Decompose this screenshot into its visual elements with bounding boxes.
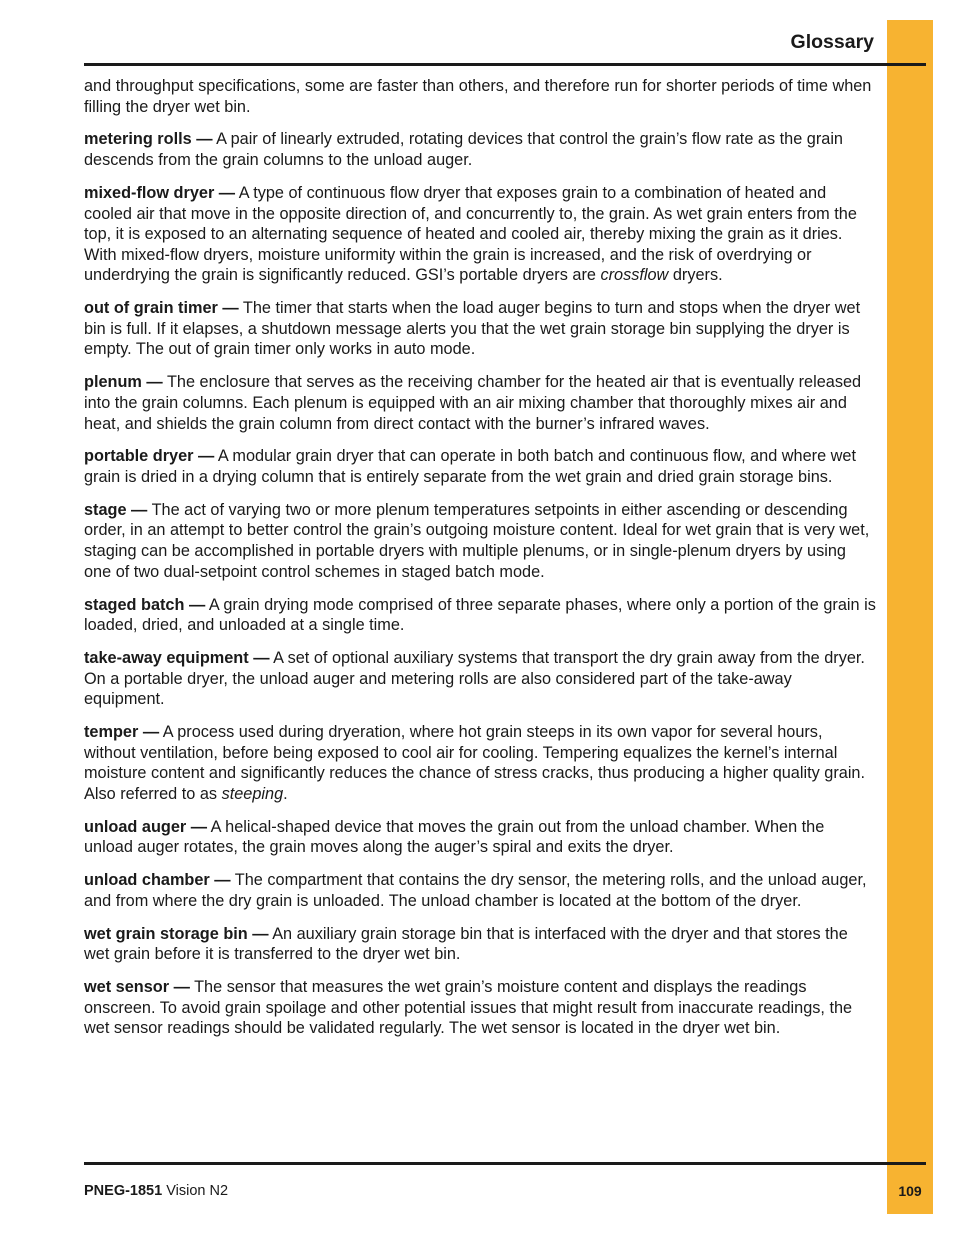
document-code: PNEG-1851	[84, 1183, 163, 1199]
glossary-entry	[84, 595, 876, 636]
glossary-term: metering rolls —	[84, 130, 213, 149]
glossary-term: take-away equipment —	[84, 649, 270, 668]
glossary-term: plenum —	[84, 373, 163, 392]
glossary-entry	[84, 924, 876, 965]
glossary-content	[84, 76, 876, 1051]
glossary-definition: A modular grain dryer that can operate in both batch and continuous flow, and where wet grain is dried in a drying column that is entirely separate from the wet grain and dried grain storage bins.	[84, 447, 857, 486]
glossary-entry	[84, 446, 876, 487]
glossary-definition: The compartment that contains the dry sensor, the metering rolls, and the unload auger, and from where the dry grain is unloaded. The unload chamber is located at the bottom of the dryer.	[84, 871, 867, 910]
glossary-entry	[84, 817, 876, 858]
glossary-term: wet grain storage bin —	[84, 924, 269, 943]
document-name: Vision N2	[166, 1183, 229, 1199]
glossary-definition: A set of optional auxiliary systems that transport the dry grain away from the dryer. On a portable dryer, the unload auger and metering rolls are also considered part of the take-away equipment.	[84, 649, 865, 709]
italic-term: steeping	[221, 784, 284, 803]
glossary-definition: An auxiliary grain storage bin that is interfaced with the dryer and that stores the wet grain before it is transferred to the dryer wet bin.	[84, 924, 848, 964]
page-number: 109	[898, 1183, 922, 1199]
glossary-entry	[84, 372, 876, 434]
glossary-entry	[84, 500, 876, 582]
glossary-definition: The act of varying two or more plenum temperatures setpoints in either ascending or descending order, in an attempt to better control the grain’s outgoing moisture content. Ideal for wet grain that is very wet, staging can be accomplished in portable dryers with multiple plenums, or in single-plenum dryers by using one of two dual-setpoint control schemes in staged batch mode.	[84, 500, 870, 581]
document-id	[84, 1183, 228, 1199]
glossary-definition: The timer that starts when the load auger begins to turn and stops when the dryer wet bin is full. If it elapses, a shutdown message alerts you that the wet grain storage bin supplying the dryer is empty. The out of grain timer only works in auto mode.	[84, 299, 861, 359]
glossary-entry	[84, 129, 876, 170]
glossary-definition: The sensor that measures the wet grain’s moisture content and displays the readings onscreen. To avoid grain spoilage and other potential issues that might result from inaccurate readings, the wet sensor readings should be validated regularly. The wet sensor is located in the dryer wet bin.	[84, 978, 853, 1038]
glossary-term: unload auger —	[84, 817, 208, 836]
glossary-term: out of grain timer —	[84, 299, 239, 318]
glossary-definition: A pair of linearly extruded, rotating devices that control the grain’s flow rate as the grain descends from the grain columns to the unload auger.	[84, 130, 843, 170]
italic-term: crossflow	[600, 266, 669, 285]
glossary-entry	[84, 183, 876, 286]
glossary-definition: The enclosure that serves as the receiving chamber for the heated air that is eventually released into the grain columns. Each plenum is equipped with an air mixing chamber that thoroughly mixes air and heat, and shields the grain column from direct contact with the burner’s infrared waves.	[84, 373, 862, 433]
header-divider	[84, 63, 926, 66]
glossary-definition: A process used during dryeration, where hot grain steeps in its own vapor for several hours, without ventilation, before being exposed to cool air for cooling. Tempering equalizes the kernel’s internal moisture content and significantly reduces the chance of stress cracks, thus producing a higher quality grain. Also referred to as	[84, 723, 866, 803]
glossary-definition: A grain drying mode comprised of three separate phases, where only a portion of the grain is loaded, dried, and unloaded at a single time.	[84, 595, 876, 635]
glossary-term: unload chamber —	[84, 871, 231, 890]
glossary-term: portable dryer —	[84, 447, 215, 466]
continued-paragraph: and throughput specifications, some are faster than others, and therefore run for shorter periods of time when filling the dryer wet bin.	[84, 77, 872, 116]
glossary-entry	[84, 722, 876, 804]
glossary-entry	[84, 977, 876, 1039]
glossary-term: temper —	[84, 723, 160, 742]
footer-divider	[84, 1162, 926, 1165]
glossary-entry	[84, 870, 876, 911]
glossary-definition: A type of continuous flow dryer that exposes grain to a combination of heated and cooled air that move in the opposite direction of, and concurrently to, the grain. As wet grain enters from the top, it is exposed to an alternating sequence of heated and cooled air, thereby mixing the grain as it dries. With mixed-flow dryers, moisture uniformity within the grain is increased, and the risk of overdrying or underdrying the grain is significantly reduced. GSI’s portable dryers are	[84, 183, 857, 285]
glossary-term: wet sensor —	[84, 978, 190, 997]
glossary-entry	[84, 298, 876, 360]
section-color-tab	[887, 20, 933, 1214]
glossary-definition: A helical-shaped device that moves the grain out from the unload chamber. When the unload auger rotates, the grain moves along the auger’s spiral and exits the dryer.	[84, 817, 825, 857]
glossary-term: staged batch —	[84, 595, 206, 614]
glossary-term: stage —	[84, 500, 148, 519]
definition-tail: .	[283, 784, 288, 803]
definition-tail: dryers.	[672, 266, 723, 285]
page-title: Glossary	[790, 31, 874, 53]
glossary-entry	[84, 648, 876, 710]
glossary-term: mixed-flow dryer —	[84, 183, 236, 202]
